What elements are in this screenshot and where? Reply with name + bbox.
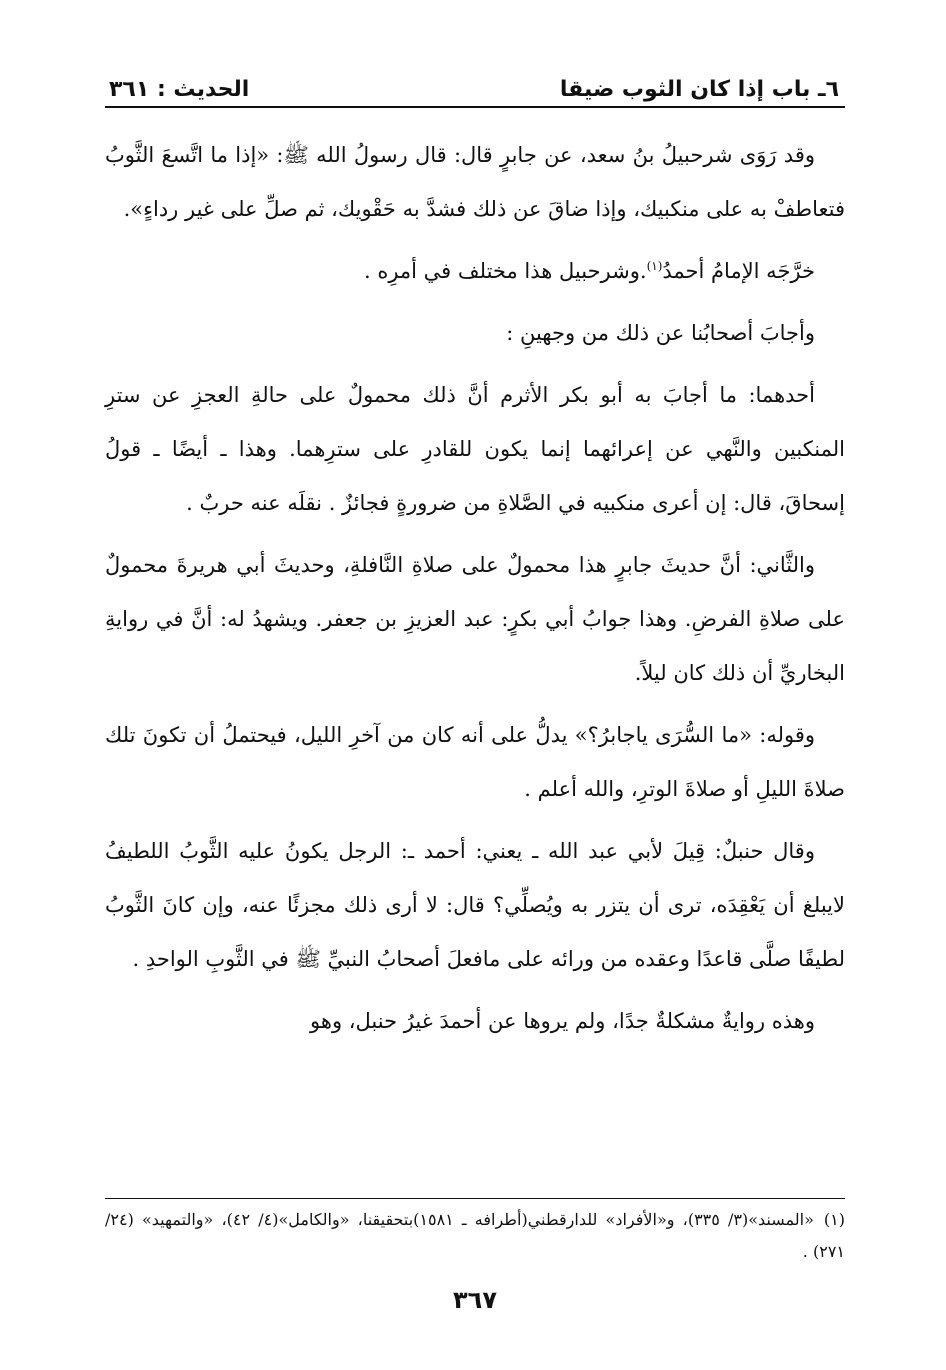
footnote-number: (١) — [823, 1210, 845, 1229]
paragraph-7: وقال حنبلٌ: قِيلَ لأبي عبد الله ـ يعني: أحمد ـ: الرجل يكونُ عليه الثَّوبُ اللطيفُ لايبلغ أن يَعْقِدَه، ترى أن يتزر به ويُصلِّي؟ قال: لا أرى ذلك مجزئًا عنه، وإن كانَ الثَّوبُ لطيفًا صلَّى قاعدًا وعقده من ورائه على مافعلَ أصحابُ النبيِّ ﷺ في الثَّوبِ الواحدِ . — [105, 839, 845, 971]
running-header — [105, 58, 845, 102]
page-number: ٣٦٧ — [453, 1286, 497, 1314]
paragraph-6: وقوله: «ما السُّرَى ياجابرُ؟» يدلُّ على أنه كان من آخرِ الليل، فيحتملُ أن تكونَ تلك صلاةَ الليلِ أو صلاةَ الوترِ، والله أعلم . — [105, 723, 845, 801]
paragraph-4: أحدهما: ما أجابَ به أبو بكر الأثرم أنَّ ذلك محمولٌ على حالةِ العجزِ عن سترِ المنكبين والنَّهي عن إعرائهما إنما يكون للقادرِ على سترِهما. وهذا ـ أيضًا ـ قولُ إسحاقَ، قال: إن أعرى منكبيه في الصَّلاةِ من ضرورةٍ فجائزٌ . نقلَه عنه حربٌ . — [105, 383, 845, 515]
paragraph-1: وقد رَوَى شرحبيلُ بنُ سعد، عن جابرٍ قال: قال رسولُ الله ﷺ: «إذا ما اتَّسعَ الثَّوبُ فتعاطفْ به على منكبيك، وإذا ضاقَ عن ذلك فشدَّ به حَقْويك، ثم صلِّ على غير رداءٍ». — [105, 143, 845, 221]
book-page — [105, 58, 845, 1328]
paragraph-5: والثَّاني: أنَّ حديثَ جابرٍ هذا محمولٌ على صلاةِ النَّافلةِ، وحديثَ أبي هريرةَ محمولٌ على صلاةِ الفرضِ. وهذا جوابُ أبي بكرٍ: عبد العزيزِ بن جعفر. ويشهدُ له: أنَّ في روايةِ البخاريِّ أن ذلك كان ليلاً. — [105, 553, 845, 685]
paragraph-2: خرَّجَه الإمامُ أحمدُ$^{(١)}$.وشرحبيل هذا مختلف في أمرِه . — [363, 259, 815, 283]
footnote-1 — [105, 1204, 845, 1268]
main-text — [105, 128, 845, 1048]
hadith-label: الحديث : ٣٦١ — [109, 77, 250, 102]
footnote-reference[interactable]: (١) — [646, 259, 663, 273]
footnote-rule — [105, 1198, 845, 1199]
footnote-text: «المسند»(٣/ ٣٣٥)، و«الأفراد» للدارقطني(أطرافه ـ ١٥٨١)بتحقيقنا، «والكامل»(٤/ ٤٢)، «والتمهيد» (٢٤/ ٢٧١) . — [105, 1210, 845, 1261]
paragraph-8: وهذه روايةٌ مشكلةٌ جدًا، ولم يروها عن أحمدَ غيرُ حنبل، وهو — [310, 1009, 815, 1033]
chapter-title: ٦ـ باب إذا كان الثوب ضيقا — [559, 77, 839, 102]
header-rule — [105, 106, 845, 108]
footnotes — [105, 1204, 845, 1268]
paragraph-3: وأجابَ أصحابُنا عن ذلك من وجهينِ : — [506, 321, 815, 345]
